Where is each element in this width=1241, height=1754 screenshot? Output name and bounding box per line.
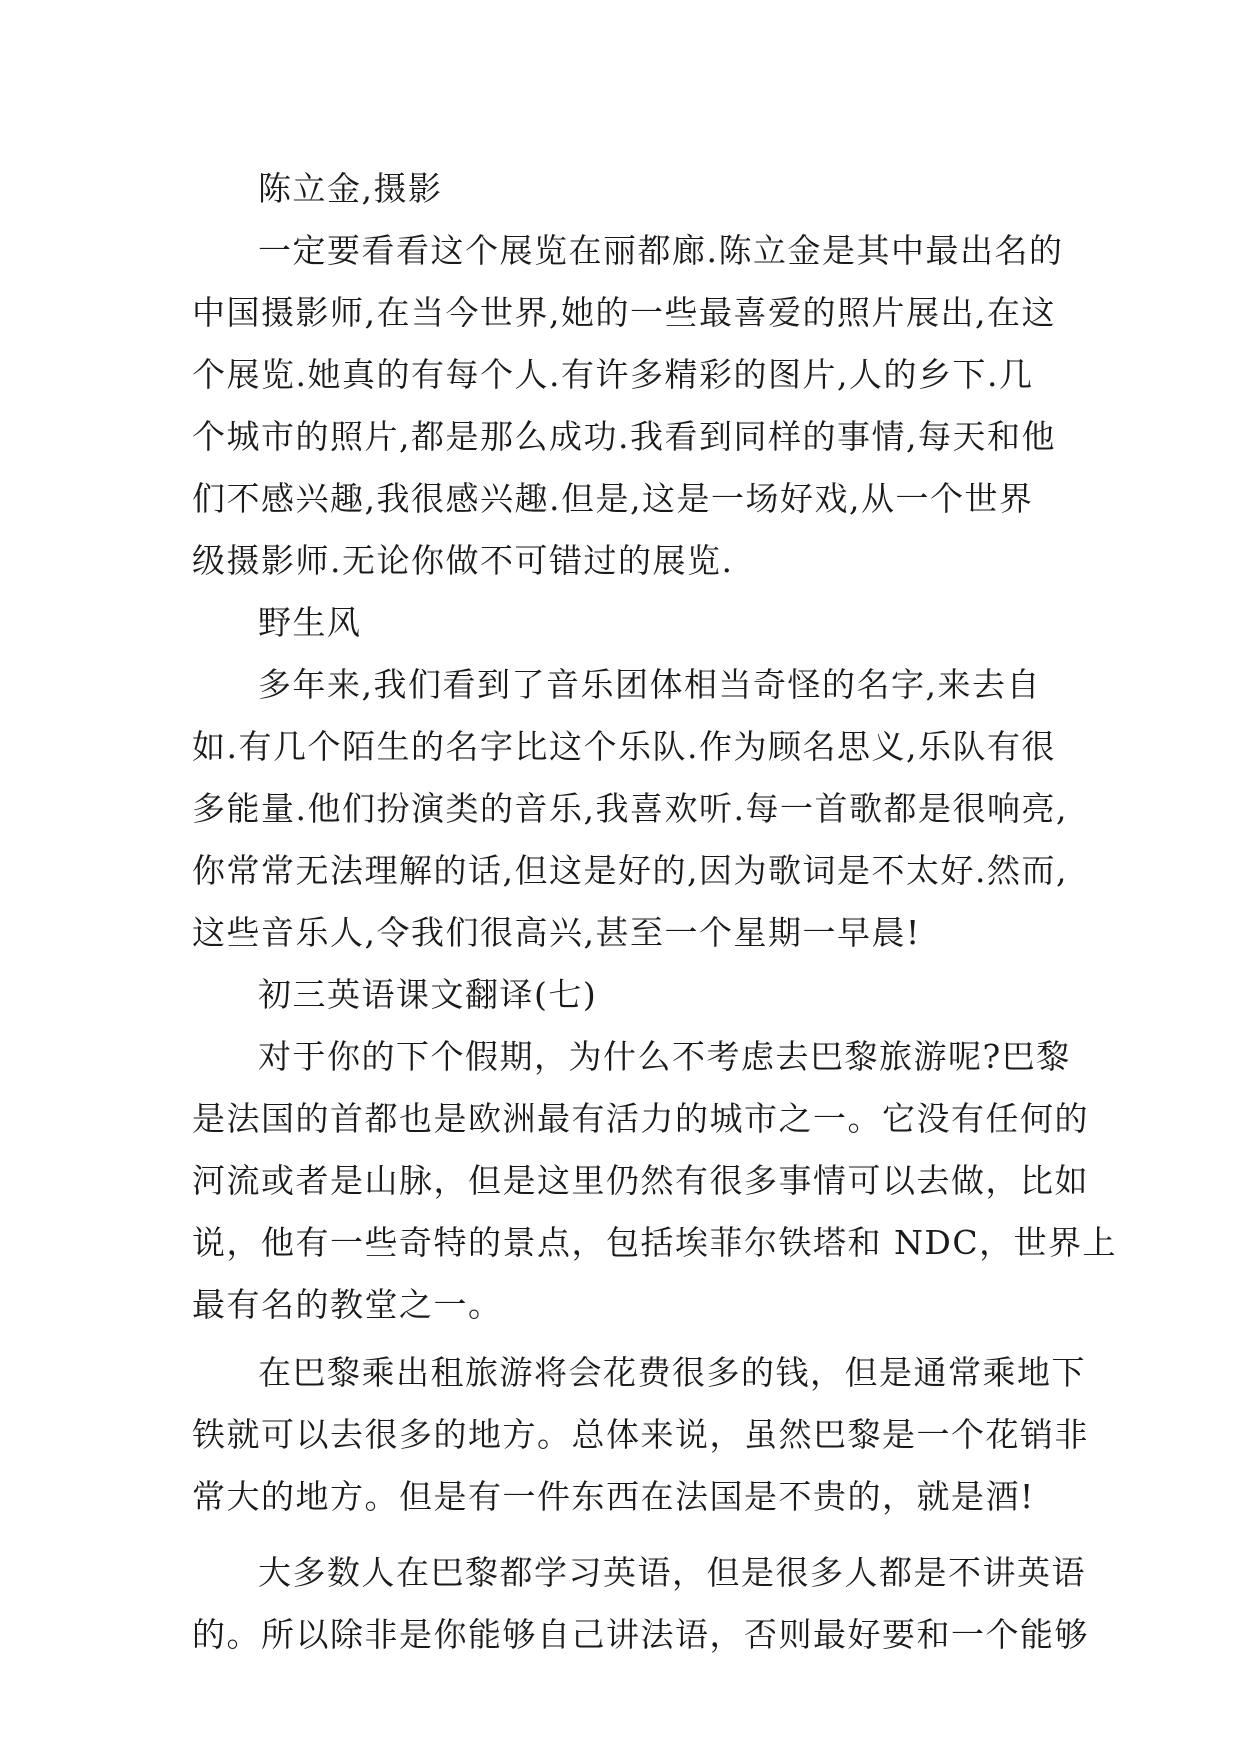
paragraph-line: 这些音乐人,令我们很高兴,甚至一个星期一早晨!: [192, 913, 921, 952]
paragraph-line: 一定要看看这个展览在丽都廊.陈立金是其中最出名的: [258, 231, 1064, 270]
heading-wild-wind: 野生风: [258, 603, 362, 642]
paragraph-line: 铁就可以去很多的地方。总体来说，虽然巴黎是一个花销非: [192, 1415, 1089, 1454]
paragraph-line: 河流或者是山脉，但是这里仍然有很多事情可以去做，比如: [192, 1161, 1089, 1200]
paragraph-line: 最有名的教堂之一。: [192, 1285, 503, 1324]
paragraph-line: 对于你的下个假期，为什么不考虑去巴黎旅游呢?巴黎: [258, 1037, 1071, 1076]
paragraph-line: 中国摄影师,在当今世界,她的一些最喜爱的照片展出,在这: [192, 293, 1056, 332]
paragraph-line: 大多数人在巴黎都学习英语，但是很多人都是不讲英语: [258, 1553, 1086, 1592]
paragraph-line: 如.有几个陌生的名字比这个乐队.作为顾名思义,乐队有很: [192, 727, 1056, 766]
paragraph-line: 级摄影师.无论你做不可错过的展览.: [192, 541, 734, 580]
paragraph-line: 们不感兴趣,我很感兴趣.但是,这是一场好戏,从一个世界: [192, 479, 1034, 518]
paragraph-line: 个展览.她真的有每个人.有许多精彩的图片,人的乡下.几: [192, 355, 1034, 394]
paragraph-line: 个城市的照片,都是那么成功.我看到同样的事情,每天和他: [192, 417, 1056, 456]
heading-chen-lijin: 陈立金,摄影: [258, 169, 443, 208]
section-heading: 初三英语课文翻译(七): [258, 975, 598, 1014]
paragraph-line: 说，他有一些奇特的景点，包括埃菲尔铁塔和 NDC，世界上: [192, 1223, 1118, 1262]
paragraph-line: 常大的地方。但是有一件东西在法国是不贵的，就是酒!: [192, 1477, 1035, 1516]
paragraph-line: 你常常无法理解的话,但这是好的,因为歌词是不太好.然而,: [192, 851, 1068, 890]
document-page: [192, 158, 1118, 1666]
paragraph-line: 在巴黎乘出租旅游将会花费很多的钱，但是通常乘地下: [258, 1353, 1086, 1392]
paragraph-line: 的。所以除非是你能够自己讲法语，否则最好要和一个能够: [192, 1615, 1089, 1654]
paragraph-line: 多能量.他们扮演类的音乐,我喜欢听.每一首歌都是很响亮,: [192, 789, 1068, 828]
paragraph-line: 多年来,我们看到了音乐团体相当奇怪的名字,来去自: [258, 665, 1041, 704]
paragraph-line: 是法国的首都也是欧洲最有活力的城市之一。它没有任何的: [192, 1099, 1089, 1138]
